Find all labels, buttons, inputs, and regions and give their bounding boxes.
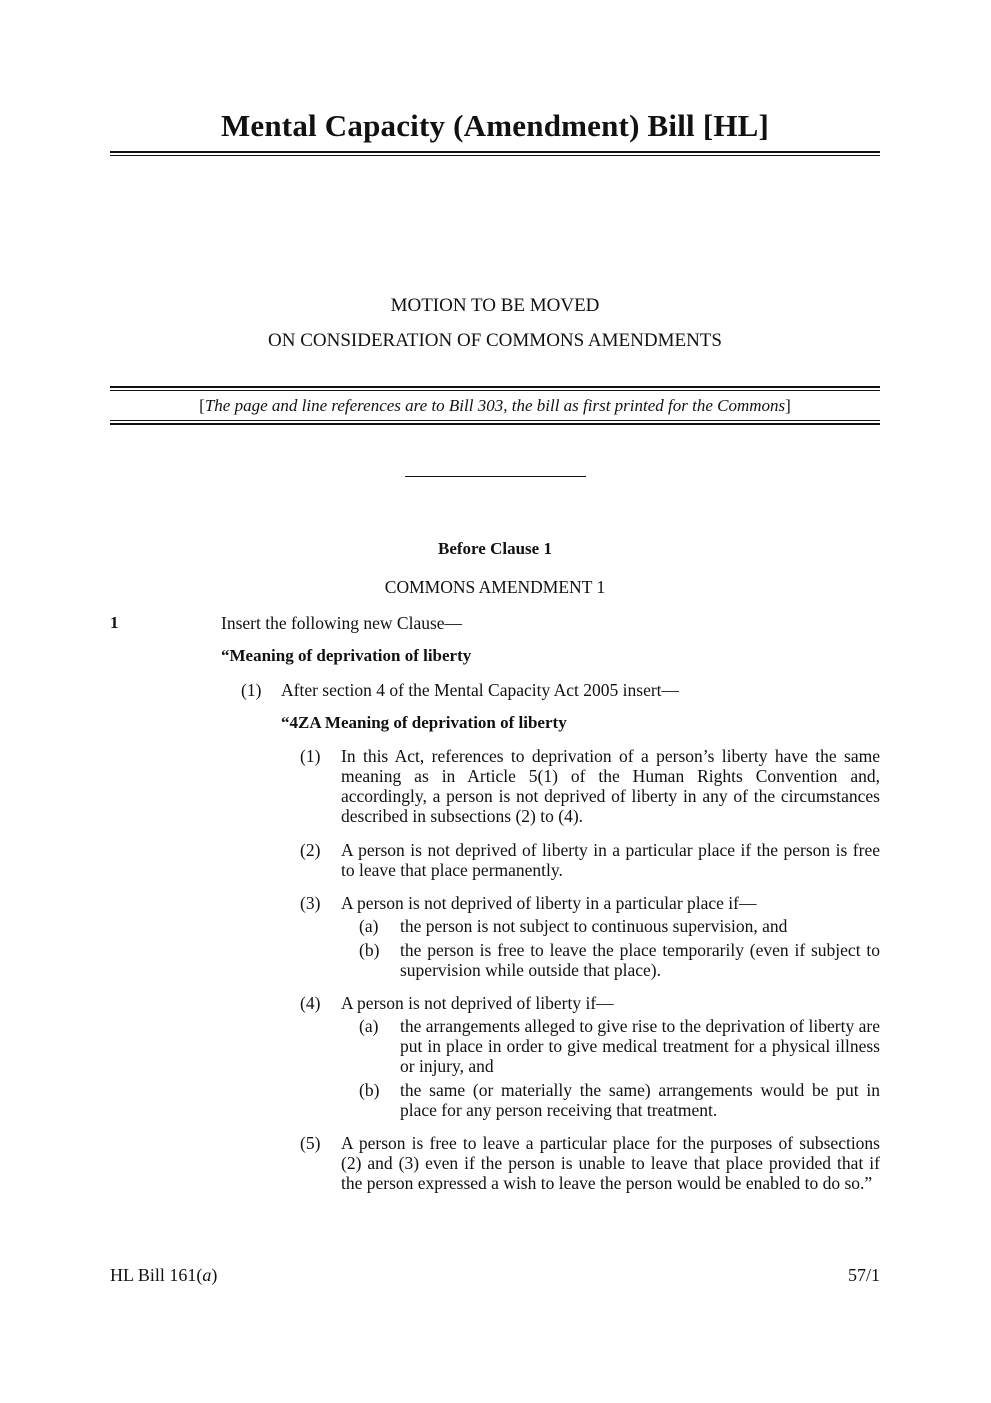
clause-heading: “Meaning of deprivation of liberty [221,646,472,665]
reference-rule-top-thin [110,390,880,391]
inserted-subsection-text-5: A person is free to leave a particular place for the purposes of subsections (2) and (3) even if the person is unable to leave that place provided that if the person expressed a wish to leave the person would be enabled to do so.” [341,1133,880,1193]
motion-heading-line2: ON CONSIDERATION OF COMMONS AMENDMENTS [268,330,722,351]
title-rule-bottom [110,155,880,156]
reference-note-text: The page and line references are to Bill 303, the bill as first printed for the Commons [204,396,786,415]
inserted-subsection-label-3: (3) [300,893,321,913]
paragraph-label-4b: (b) [359,1080,380,1100]
paragraph-label-4a: (a) [359,1016,379,1036]
bill-ref-suffix: ) [211,1265,218,1285]
reference-rule-bottom-thin [110,420,880,421]
amendment-number: 1 [110,613,119,632]
reference-rule-bottom-thick [110,423,880,425]
inserted-subsection-label-5: (5) [300,1133,321,1153]
paragraph-label-3b: (b) [359,940,380,960]
paragraph-text-4b: the same (or materially the same) arrangements would be put in place for any person receiving that treatment. [400,1080,880,1120]
footer-page-reference: 57/1 [847,1265,880,1285]
inserted-subsection-text-4: A person is not deprived of liberty if— [341,993,614,1013]
paragraph-text-3b: the person is free to leave the place temporarily (even if subject to supervision while outside that place). [400,940,880,980]
reference-rule-top-thick [110,386,880,388]
paragraph-text-4a: the arrangements alleged to give rise to the deprivation of liberty are put in place in order to give medical treatment for a physical illness or injury, and [400,1016,880,1076]
paragraph-label-3a: (a) [359,916,379,936]
inserted-subsection-text-3: A person is not deprived of liberty in a particular place if— [341,893,757,913]
bill-ref-prefix: HL Bill 161( [110,1265,203,1285]
reference-note [110,396,880,416]
reference-open-bracket: [ [199,396,205,415]
footer-bill-reference [110,1265,217,1285]
title-rule-top [110,151,880,153]
inserted-subsection-label-4: (4) [300,993,321,1013]
reference-close-bracket: ] [785,396,791,415]
inserted-subsection-label-1: (1) [300,746,321,766]
amendment-heading: COMMONS AMENDMENT 1 [384,577,606,597]
motion-heading-line1: MOTION TO BE MOVED [390,295,600,316]
amendment-instruction: Insert the following new Clause— [221,613,463,633]
separator-rule [405,476,586,477]
subsection-text: After section 4 of the Mental Capacity Act 2005 insert— [281,680,680,700]
inserted-subsection-text-1: In this Act, references to deprivation of a person’s liberty have the same meaning as in Article 5(1) of the Human Rights Convention and, accordingly, a person is not deprived of liberty in any of the circumstances described in subsections (2) to (4). [341,746,880,826]
paragraph-text-3a: the person is not subject to continuous supervision, and [400,916,788,936]
bill-ref-italic: a [202,1265,212,1285]
inserted-subsection-label-2: (2) [300,840,321,860]
inserted-section-heading: “4ZA Meaning of deprivation of liberty [281,713,567,732]
document-title: Mental Capacity (Amendment) Bill [HL] [220,108,770,143]
inserted-subsection-text-2: A person is not deprived of liberty in a particular place if the person is free to leave that place permanently. [341,840,880,880]
section-heading: Before Clause 1 [438,539,552,558]
subsection-label: (1) [241,680,262,700]
